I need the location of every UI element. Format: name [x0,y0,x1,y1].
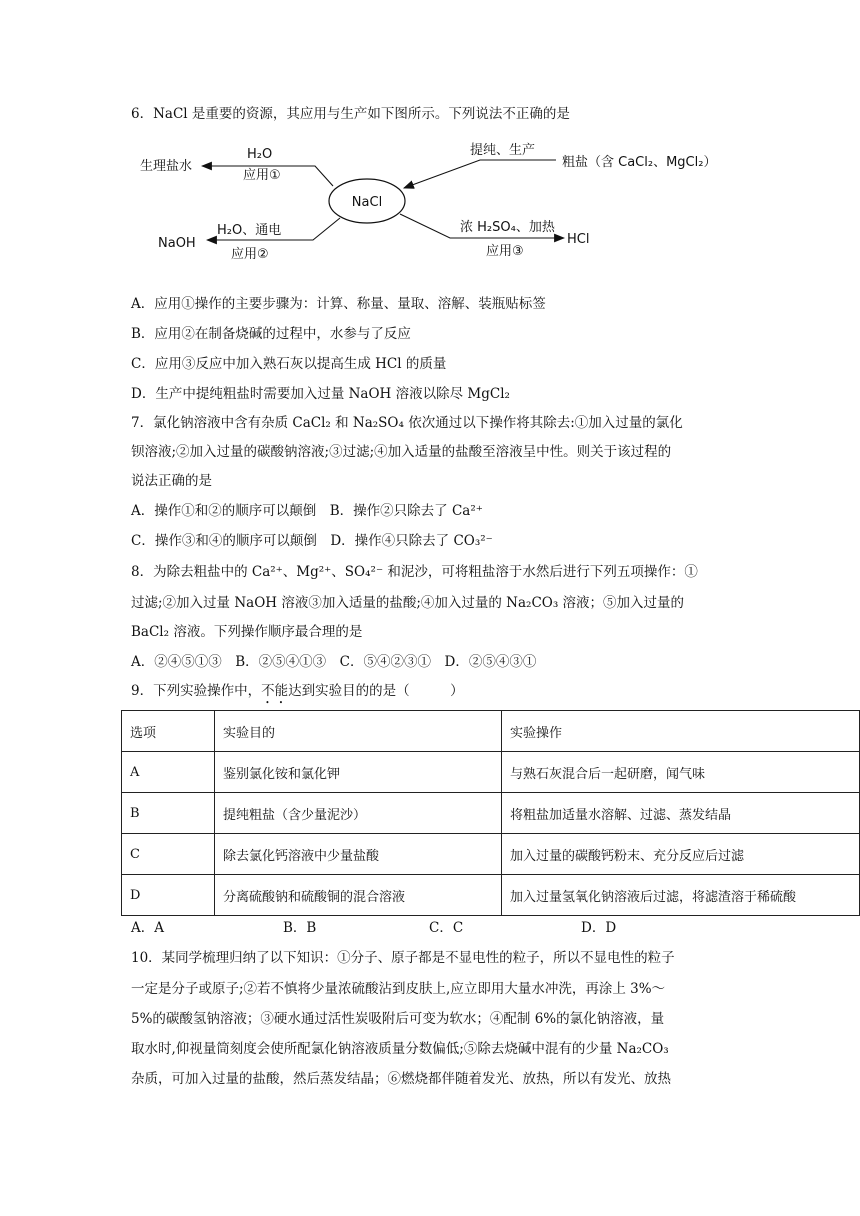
conc-h2so4-label: 浓 H₂SO₄、加热 [460,220,555,235]
nacl-diagram [120,130,860,270]
q7-options-row-2: C．操作③和④的顺序可以颠倒 D．操作④只除去了 CO₃²⁻ [131,533,493,549]
q9-stem-prefix: 9．下列实验操作中， [131,683,262,699]
table-header-row [122,711,860,752]
q6-option-b: B．应用②在制备烧碱的过程中，水参与了反应 [131,326,411,342]
electrolysis-label: H₂O、通电 [217,223,282,238]
row-option: B [122,793,215,834]
row-purpose: 除去氯化钙溶液中少量盐酸 [215,834,502,875]
row-operation: 加入过量的碳酸钙粉末、充分反应后过滤 [502,834,860,875]
q10-line-1: 10．某同学梳理归纳了以下知识：①分子、原子都是不显电性的粒子，所以不显电性的粒子 [131,950,675,966]
naoh-label: NaOH [158,236,196,251]
q6-stem: 6．NaCl 是重要的资源，其应用与生产如下图所示。下列说法不正确的是 [131,106,570,122]
header-option: 选项 [122,711,215,752]
saline-label: 生理盐水 [140,159,193,174]
purify-label: 提纯、生产 [470,143,536,158]
row-purpose: 鉴别氯化铵和氯化钾 [215,752,502,793]
hcl-label: HCl [567,232,590,247]
table-row [122,793,860,834]
nacl-label: NaCl [351,195,383,210]
q7-stem-line-1: 7．氯化钠溶液中含有杂质 CaCl₂ 和 Na₂SO₄ 依次通过以下操作将其除去:①加入过量的氯化 [131,415,683,431]
row-purpose: 分离硫酸钠和硫酸铜的混合溶液 [215,875,502,916]
row-operation: 与熟石灰混合后一起研磨，闻气味 [502,752,860,793]
row-option: A [122,752,215,793]
table-row [122,875,860,916]
q6-option-c: C．应用③反应中加入熟石灰以提高生成 HCl 的质量 [131,356,447,372]
row-option: D [122,875,215,916]
q7-options-row-1: A．操作①和②的顺序可以颠倒 B．操作②只除去了 Ca²⁺ [131,503,483,519]
q9-table [121,710,860,916]
q9-answer-b: B．B [283,920,317,936]
q10-line-3: 5%的碳酸氢钠溶液；③硬水通过活性炭吸附后可变为软水；④配制 6%的氯化钠溶液，量 [131,1011,665,1027]
app3-label: 应用③ [486,244,524,259]
row-operation: 加入过量氢氧化钠溶液后过滤，将滤渣溶于稀硫酸 [502,875,860,916]
q8-stem-line-1: 8．为除去粗盐中的 Ca²⁺、Mg²⁺、SO₄²⁻ 和泥沙，可将粗盐溶于水然后进行下列五项操作：① [131,564,698,580]
row-option: C [122,834,215,875]
q9-answer-d: D．D [581,920,617,936]
h2o-label: H₂O [247,147,273,162]
q8-stem-line-3: BaCl₂ 溶液。下列操作顺序最合理的是 [131,624,363,640]
crude-salt-label: 粗盐（含 CaCl₂、MgCl₂） [562,155,717,170]
q10-line-2: 一定是分子或原子;②若不慎将少量浓硫酸沾到皮肤上,应立即用大量水冲洗，再涂上 3%～ [131,981,666,997]
q6-option-d: D．生产中提纯粗盐时需要加入过量 NaOH 溶液以除尽 MgCl₂ [131,386,510,402]
q9-stem-suffix: 达到实验目的的是（ ） [288,683,464,699]
table-row [122,834,860,875]
q7-stem-line-3: 说法正确的是 [131,473,212,489]
header-operation: 实验操作 [502,711,860,752]
nacl-diagram-svg [120,130,860,270]
arrow-from-crude-salt [404,160,556,188]
table-row [122,752,860,793]
q9-stem [131,681,464,707]
q10-line-4: 取水时,仰视量筒刻度会使所配氯化钠溶液质量分数偏低;⑤除去烧碱中混有的少量 Na₂CO₃ [131,1041,669,1057]
q9-answer-a: A．A [131,920,164,936]
q8-options: A．②④⑤①③ B．②⑤④①③ C．⑤④②③① D．②⑤④③① [131,654,537,670]
q10-line-5: 杂质，可加入过量的盐酸，然后蒸发结晶；⑥燃烧都伴随着发光、放热，所以有发光、放热 [131,1071,671,1087]
header-purpose: 实验目的 [215,711,502,752]
row-purpose: 提纯粗盐（含少量泥沙） [215,793,502,834]
q9-stem-emphasis: 不能 [261,683,289,699]
row-operation: 将粗盐加适量水溶解、过滤、蒸发结晶 [502,793,860,834]
app1-label: 应用① [243,168,281,183]
q9-answer-c: C．C [429,920,464,936]
app2-label: 应用② [231,247,269,262]
q6-option-a: A．应用①操作的主要步骤为：计算、称量、量取、溶解、装瓶贴标签 [131,296,546,312]
q7-stem-line-2: 钡溶液;②加入过量的碳酸钠溶液;③过滤;④加入适量的盐酸至溶液呈中性。则关于该过程的 [131,444,672,460]
q8-stem-line-2: 过滤;②加入过量 NaOH 溶液③加入适量的盐酸;④加入过量的 Na₂CO₃ 溶液；⑤加入过量的 [131,595,685,611]
